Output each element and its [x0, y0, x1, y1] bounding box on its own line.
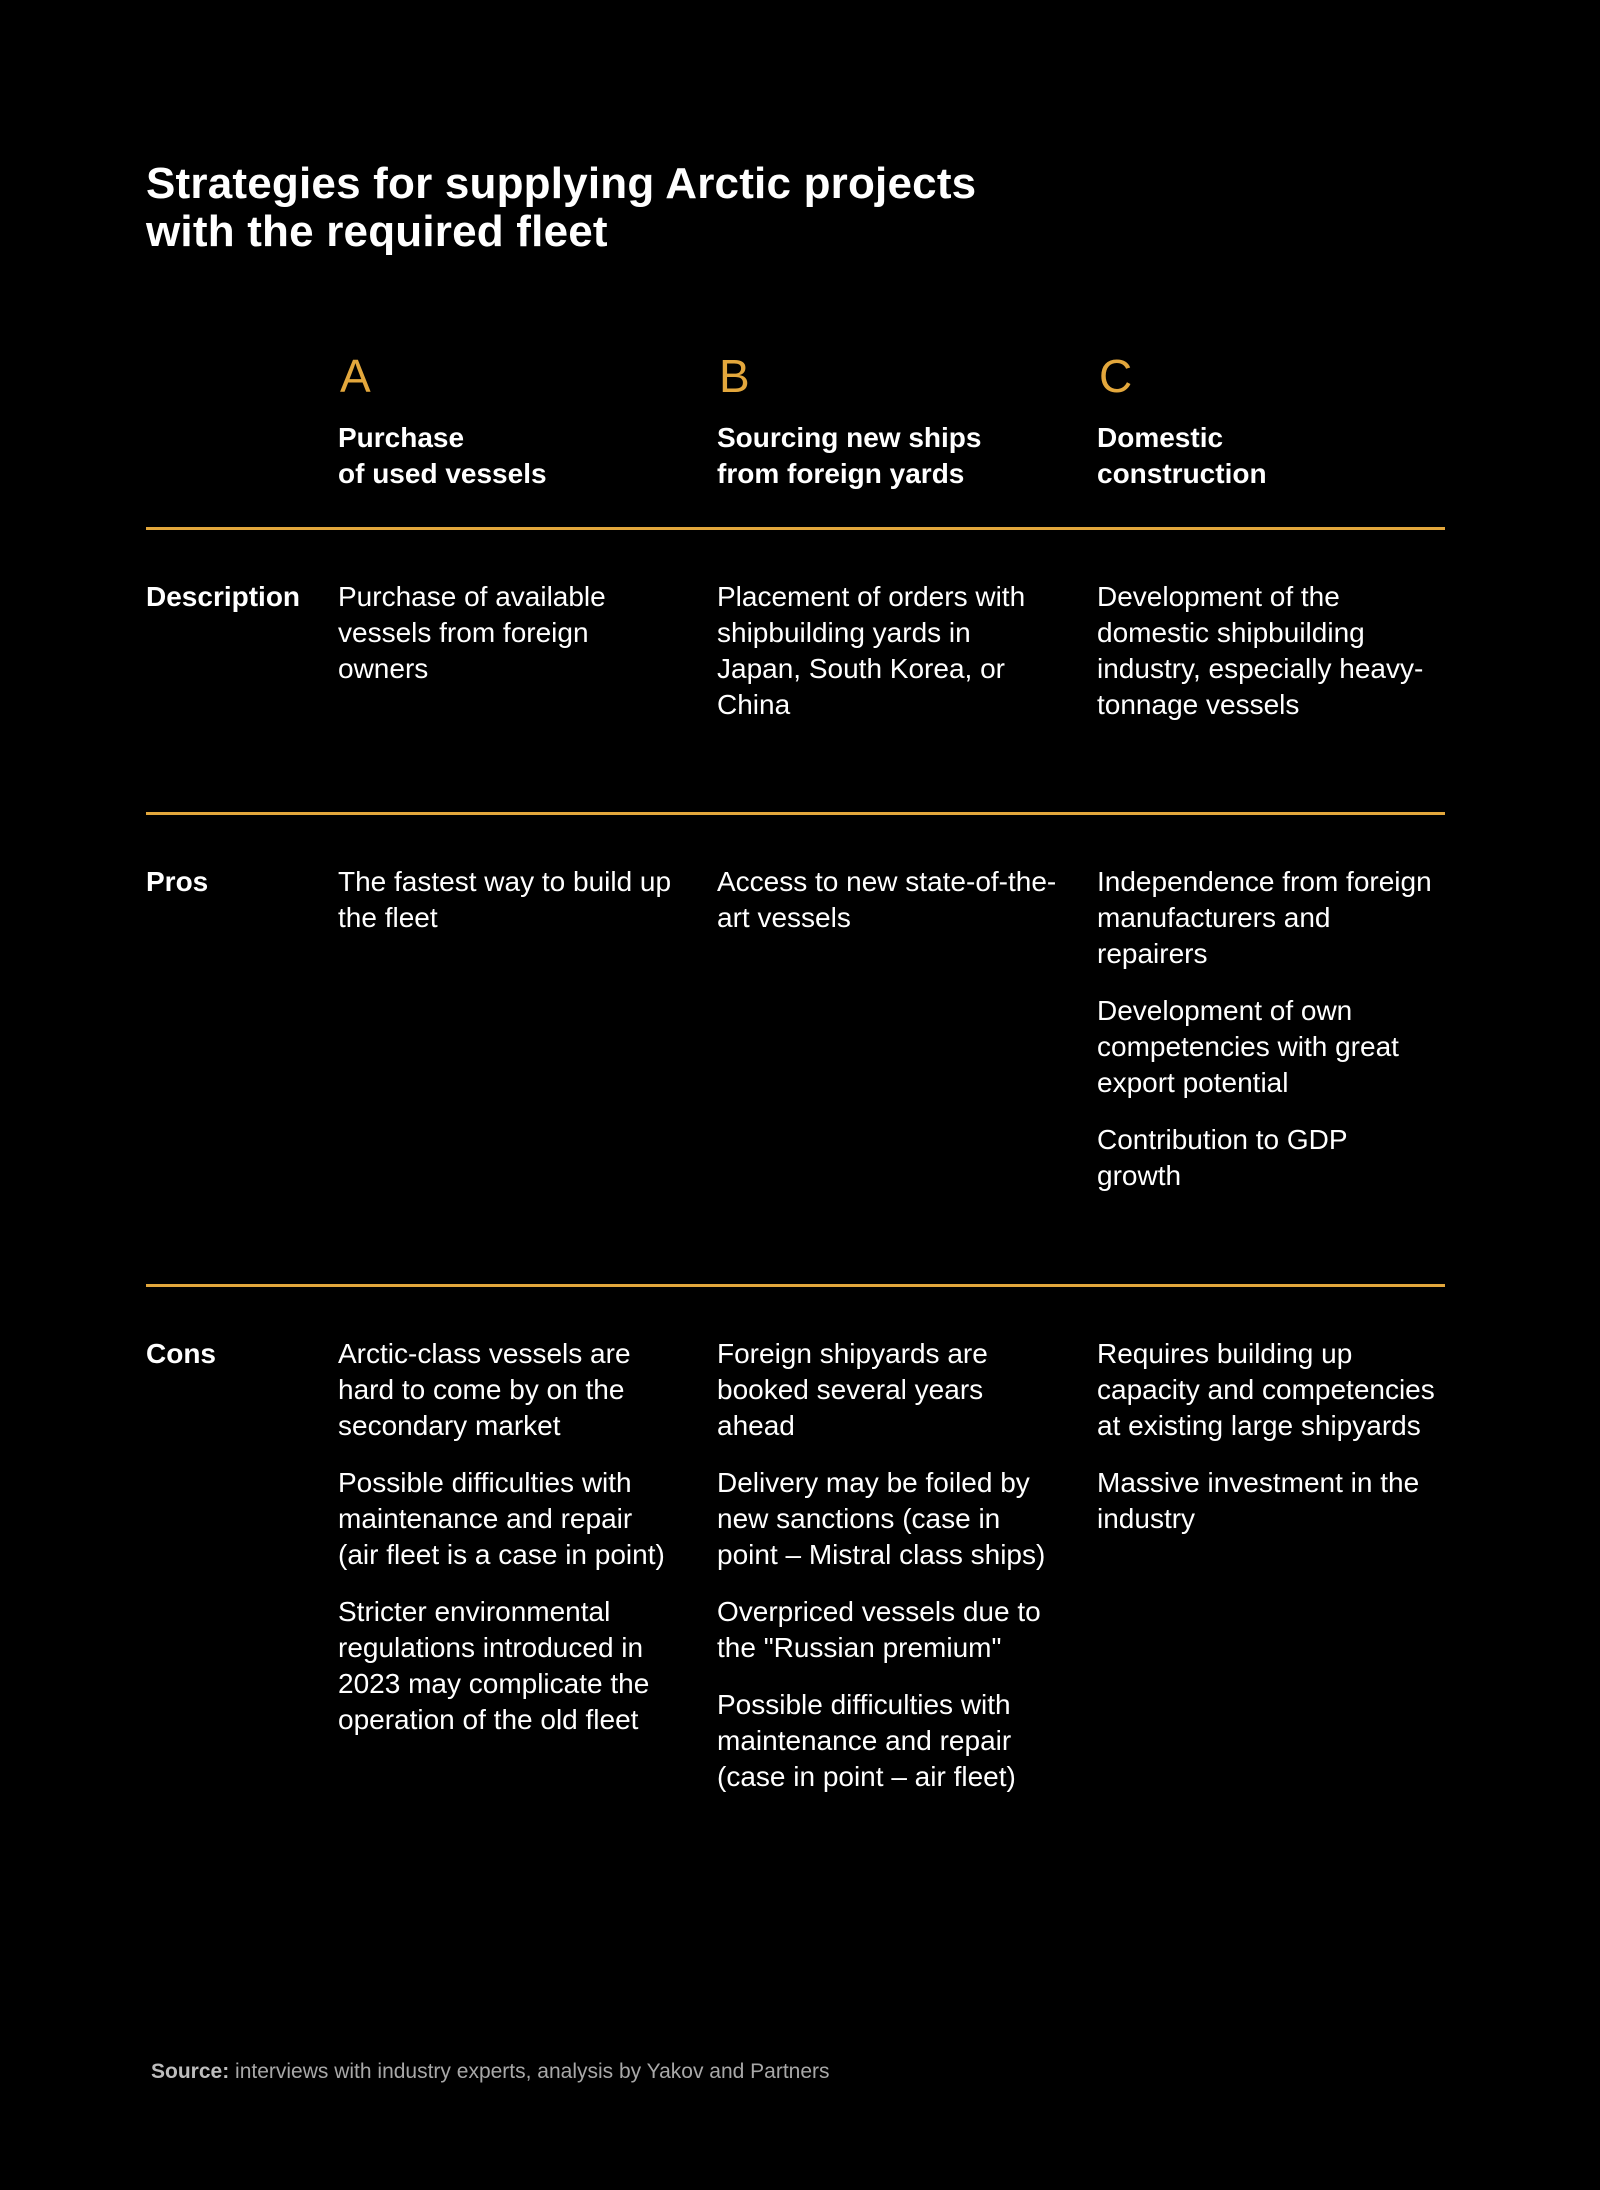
description-b-item: Placement of orders with shipbuilding yards in Japan, South Korea, or China — [717, 581, 1026, 720]
cons-a-item: Arctic-class vessels are hard to come by on the secondary market — [338, 1338, 631, 1441]
cons-a-item: Possible difficulties with maintenance and repair (air fleet is a case in point) — [338, 1467, 665, 1570]
cons-cell-c — [1097, 1336, 1437, 1558]
column-name-b — [717, 420, 1057, 492]
cons-cell-b — [717, 1336, 1057, 1816]
column-name-a-line-1: Purchase — [338, 422, 465, 453]
column-header-b — [717, 350, 1057, 492]
pros-cell-a — [338, 864, 678, 957]
pros-b-item: Access to new state-of-the-art vessels — [717, 866, 1057, 933]
column-name-c-line-1: Domestic — [1097, 422, 1224, 453]
row-label-pros: Pros — [146, 866, 209, 897]
description-c-item: Development of the domestic shipbuilding industry, especially heavy-tonnage vessels — [1097, 581, 1424, 720]
cons-cell-a — [338, 1336, 678, 1759]
row-label-description: Description — [146, 581, 301, 612]
pros-cell-b — [717, 864, 1057, 957]
cons-b-item: Delivery may be foiled by new sanctions (case in point – Mistral class ships) — [717, 1467, 1046, 1570]
column-letter-c: C — [1099, 350, 1133, 402]
column-name-a-line-2: of used vessels — [338, 458, 547, 489]
pros-cell-c — [1097, 864, 1437, 1215]
cons-c-item: Requires building up capacity and competencies at existing large shipyards — [1097, 1338, 1435, 1441]
source-text: interviews with industry experts, analysis by Yakov and Partners — [229, 2060, 830, 2083]
column-letter-b: B — [719, 350, 750, 402]
cons-b-item: Foreign shipyards are booked several years ahead — [717, 1338, 988, 1441]
cons-b-item: Overpriced vessels due to the "Russian premium" — [717, 1596, 1041, 1663]
divider-header — [146, 527, 1445, 530]
pros-c-item: Contribution to GDP growth — [1097, 1124, 1348, 1191]
description-cell-a — [338, 579, 678, 708]
divider-pros — [146, 1284, 1445, 1287]
source-label: Source: — [151, 2060, 230, 2083]
pros-a-item: The fastest way to build up the fleet — [338, 866, 672, 933]
column-letter-a: A — [340, 350, 371, 402]
column-name-b-line-1: Sourcing new ships — [717, 422, 982, 453]
cons-a-item: Stricter environmental regulations introduced in 2023 may complicate the operation of the old fleet — [338, 1596, 650, 1735]
column-name-a — [338, 420, 678, 492]
description-cell-c — [1097, 579, 1437, 744]
page-title — [146, 160, 1146, 256]
column-name-c — [1097, 420, 1437, 492]
column-name-b-line-2: from foreign yards — [717, 458, 965, 489]
row-label-cons: Cons — [146, 1338, 216, 1369]
page-title-line-2: with the required fleet — [146, 207, 608, 256]
source-note — [151, 2058, 830, 2086]
column-header-c — [1097, 350, 1437, 492]
cons-b-item: Possible difficulties with maintenance and repair (case in point – air fleet) — [717, 1689, 1016, 1792]
cons-c-item: Massive investment in the industry — [1097, 1467, 1420, 1534]
pros-c-item: Development of own competencies with great export potential — [1097, 995, 1399, 1098]
page-title-line-1: Strategies for supplying Arctic projects — [146, 159, 977, 208]
column-name-c-line-2: construction — [1097, 458, 1267, 489]
divider-description — [146, 812, 1445, 815]
pros-c-item: Independence from foreign manufacturers and repairers — [1097, 866, 1432, 969]
description-a-item: Purchase of available vessels from foreign owners — [338, 581, 606, 684]
column-header-a — [338, 350, 678, 492]
description-cell-b — [717, 579, 1057, 744]
